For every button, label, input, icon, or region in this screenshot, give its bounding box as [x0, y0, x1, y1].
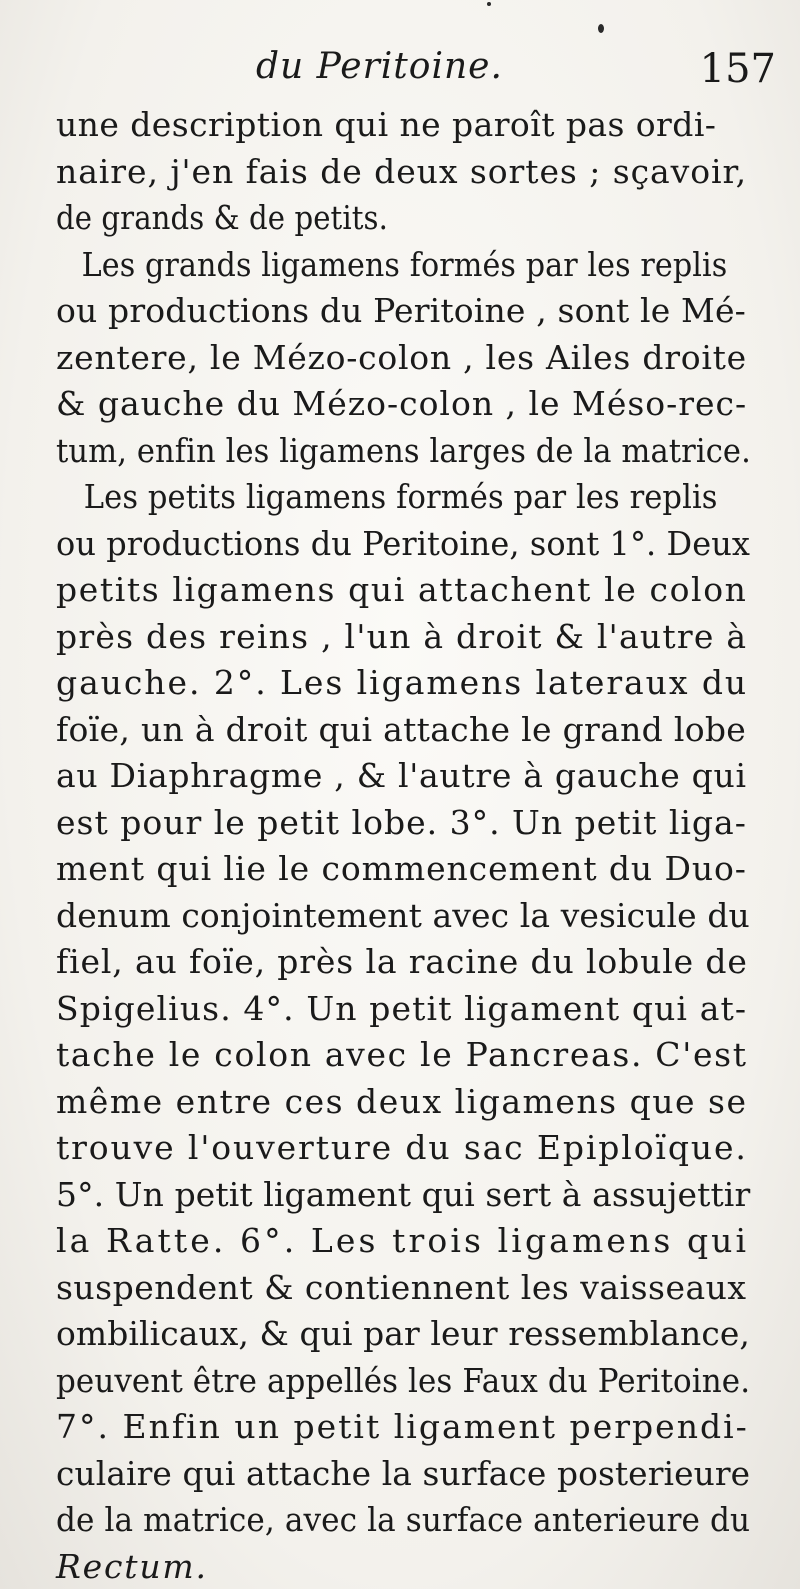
text-line: peuvent être appellés les Faux du Peritoine.	[56, 1360, 751, 1400]
body-text	[56, 102, 751, 1589]
text-line: ombilicaux, & qui par leur ressemblance,	[56, 1314, 750, 1353]
text-line: zentere, le Mézo-colon , les Ailes droite	[56, 337, 747, 377]
text-line: est pour le petit lobe. 3°. Un petit liga-	[56, 802, 747, 842]
text-line: ou productions du Peritoine, sont 1°. Deux	[56, 523, 751, 563]
text-line: trouve l'ouverture du sac Epiploïque.	[56, 1128, 748, 1167]
text-line: la Ratte. 6°. Les trois ligamens qui	[56, 1221, 750, 1260]
text-line: tache le colon avec le Pancreas. C'est	[56, 1035, 748, 1074]
ink-speck	[487, 2, 491, 6]
text-line: denum conjointement avec la vesicule du	[56, 895, 750, 935]
text-line: fiel, au foïe, près la racine du lobule de	[56, 942, 748, 981]
text-line: Les grands ligamens formés par les replis	[81, 244, 728, 284]
text-line: une description qui ne paroît pas ordi-	[56, 105, 717, 144]
page-number: 157	[699, 46, 776, 92]
text-line: de la matrice, avec la surface anterieure du	[56, 1500, 751, 1539]
text-line: tum, enfin les ligamens larges de la matrice.	[56, 430, 751, 470]
text-line: 7°. Enfin un petit ligament perpendi-	[56, 1407, 749, 1446]
text-line: au Diaphragme , & l'autre à gauche qui	[56, 756, 747, 795]
text-line: foïe, un à droit qui attache le grand lobe	[56, 709, 747, 749]
text-line: près des reins , l'un à droit & l'autre à	[56, 616, 748, 656]
text-line: même entre ces deux ligamens que se	[56, 1081, 748, 1121]
text-line: gauche. 2°. Les ligamens lateraux du	[56, 663, 749, 702]
text-line: & gauche du Mézo-colon , le Méso-rec-	[56, 384, 748, 423]
text-line: Spigelius. 4°. Un petit ligament qui at-	[56, 988, 748, 1028]
running-head: du Peritoine.	[256, 46, 503, 87]
ink-speck	[598, 24, 604, 33]
text-line: Rectum.	[56, 1546, 208, 1586]
page-header	[56, 46, 776, 96]
text-line: culaire qui attache la surface posterieure	[56, 1453, 751, 1493]
text-line: 5°. Un petit ligament qui sert à assujettir	[56, 1174, 751, 1214]
text-line: ment qui lie le commencement du Duo-	[56, 849, 747, 888]
text-line: naire, j'en fais de deux sortes ; sçavoir,	[56, 151, 748, 191]
text-line: de grands & de petits.	[56, 198, 388, 237]
text-line: petits ligamens qui attachent le colon	[56, 570, 748, 609]
text-line: ou productions du Peritoine , sont le Mé-	[56, 291, 746, 330]
text-line: suspendent & contiennent les vaisseaux	[56, 1267, 747, 1307]
text-line: Les petits ligamens formés par les replis	[83, 477, 718, 516]
